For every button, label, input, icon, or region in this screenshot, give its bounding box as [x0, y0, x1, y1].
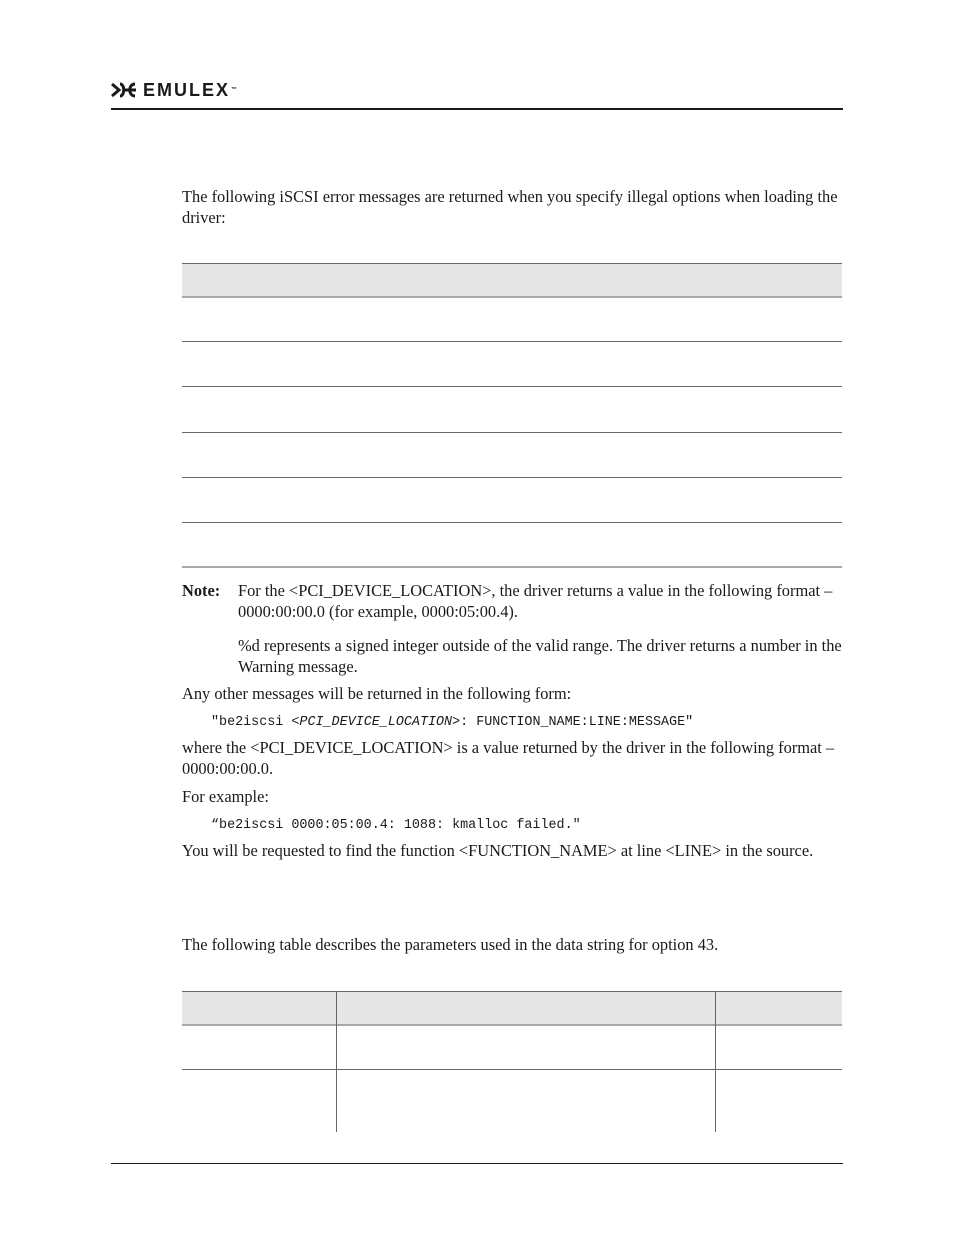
note-paragraph-1: For the <PCI_DEVICE_LOCATION>, the driver returns a value in the following format – 0000:00:00.0 (for example, 0000:05:00.4).	[238, 581, 833, 621]
logo-wordmark: EMULEX™	[143, 80, 240, 100]
note-label: Note:	[182, 581, 221, 600]
option43-paragraph: The following table describes the parameters used in the data string for option 43.	[182, 935, 719, 954]
parameters-table-header	[182, 991, 842, 1026]
message-format-code	[211, 715, 693, 731]
error-table-row-divider	[182, 432, 842, 433]
note-paragraph-2: %d represents a signed integer outside of the valid range. The driver returns a number in the Warning message.	[238, 636, 842, 676]
logo-trademark: ™	[231, 87, 240, 93]
requested-paragraph: You will be requested to find the function <FUNCTION_NAME> at line <LINE> in the source.	[182, 841, 814, 860]
parameters-table-column-divider	[336, 991, 337, 1132]
error-table-bottom-rule	[182, 566, 842, 568]
error-table-row-divider	[182, 522, 842, 523]
where-paragraph: where the <PCI_DEVICE_LOCATION> is a value returned by the driver in the following format – 0000:00:00.0.	[182, 738, 835, 778]
intro-paragraph: The following iSCSI error messages are returned when you specify illegal options when loading the driver:	[182, 187, 838, 227]
error-table-row-divider	[182, 341, 842, 342]
emulex-mark-icon	[111, 82, 137, 98]
for-example-paragraph: For example:	[182, 787, 269, 806]
example-code: “be2iscsi 0000:05:00.4: 1088: kmalloc failed."	[211, 818, 581, 833]
header-rule	[111, 108, 843, 110]
error-table-header	[182, 263, 842, 298]
error-table-row-divider	[182, 386, 842, 387]
code-italic-placeholder: PCI_DEVICE_LOCATION	[299, 715, 453, 730]
error-table-row-divider	[182, 477, 842, 478]
parameters-table-column-divider	[715, 991, 716, 1132]
emulex-logo	[111, 80, 239, 100]
code-prefix: "be2iscsi <	[211, 715, 300, 730]
code-suffix: >: FUNCTION_NAME:LINE:MESSAGE"	[452, 715, 694, 730]
footer-rule	[111, 1163, 843, 1164]
parameters-table-row-divider	[182, 1069, 842, 1070]
other-messages-paragraph: Any other messages will be returned in the following form:	[182, 684, 572, 703]
